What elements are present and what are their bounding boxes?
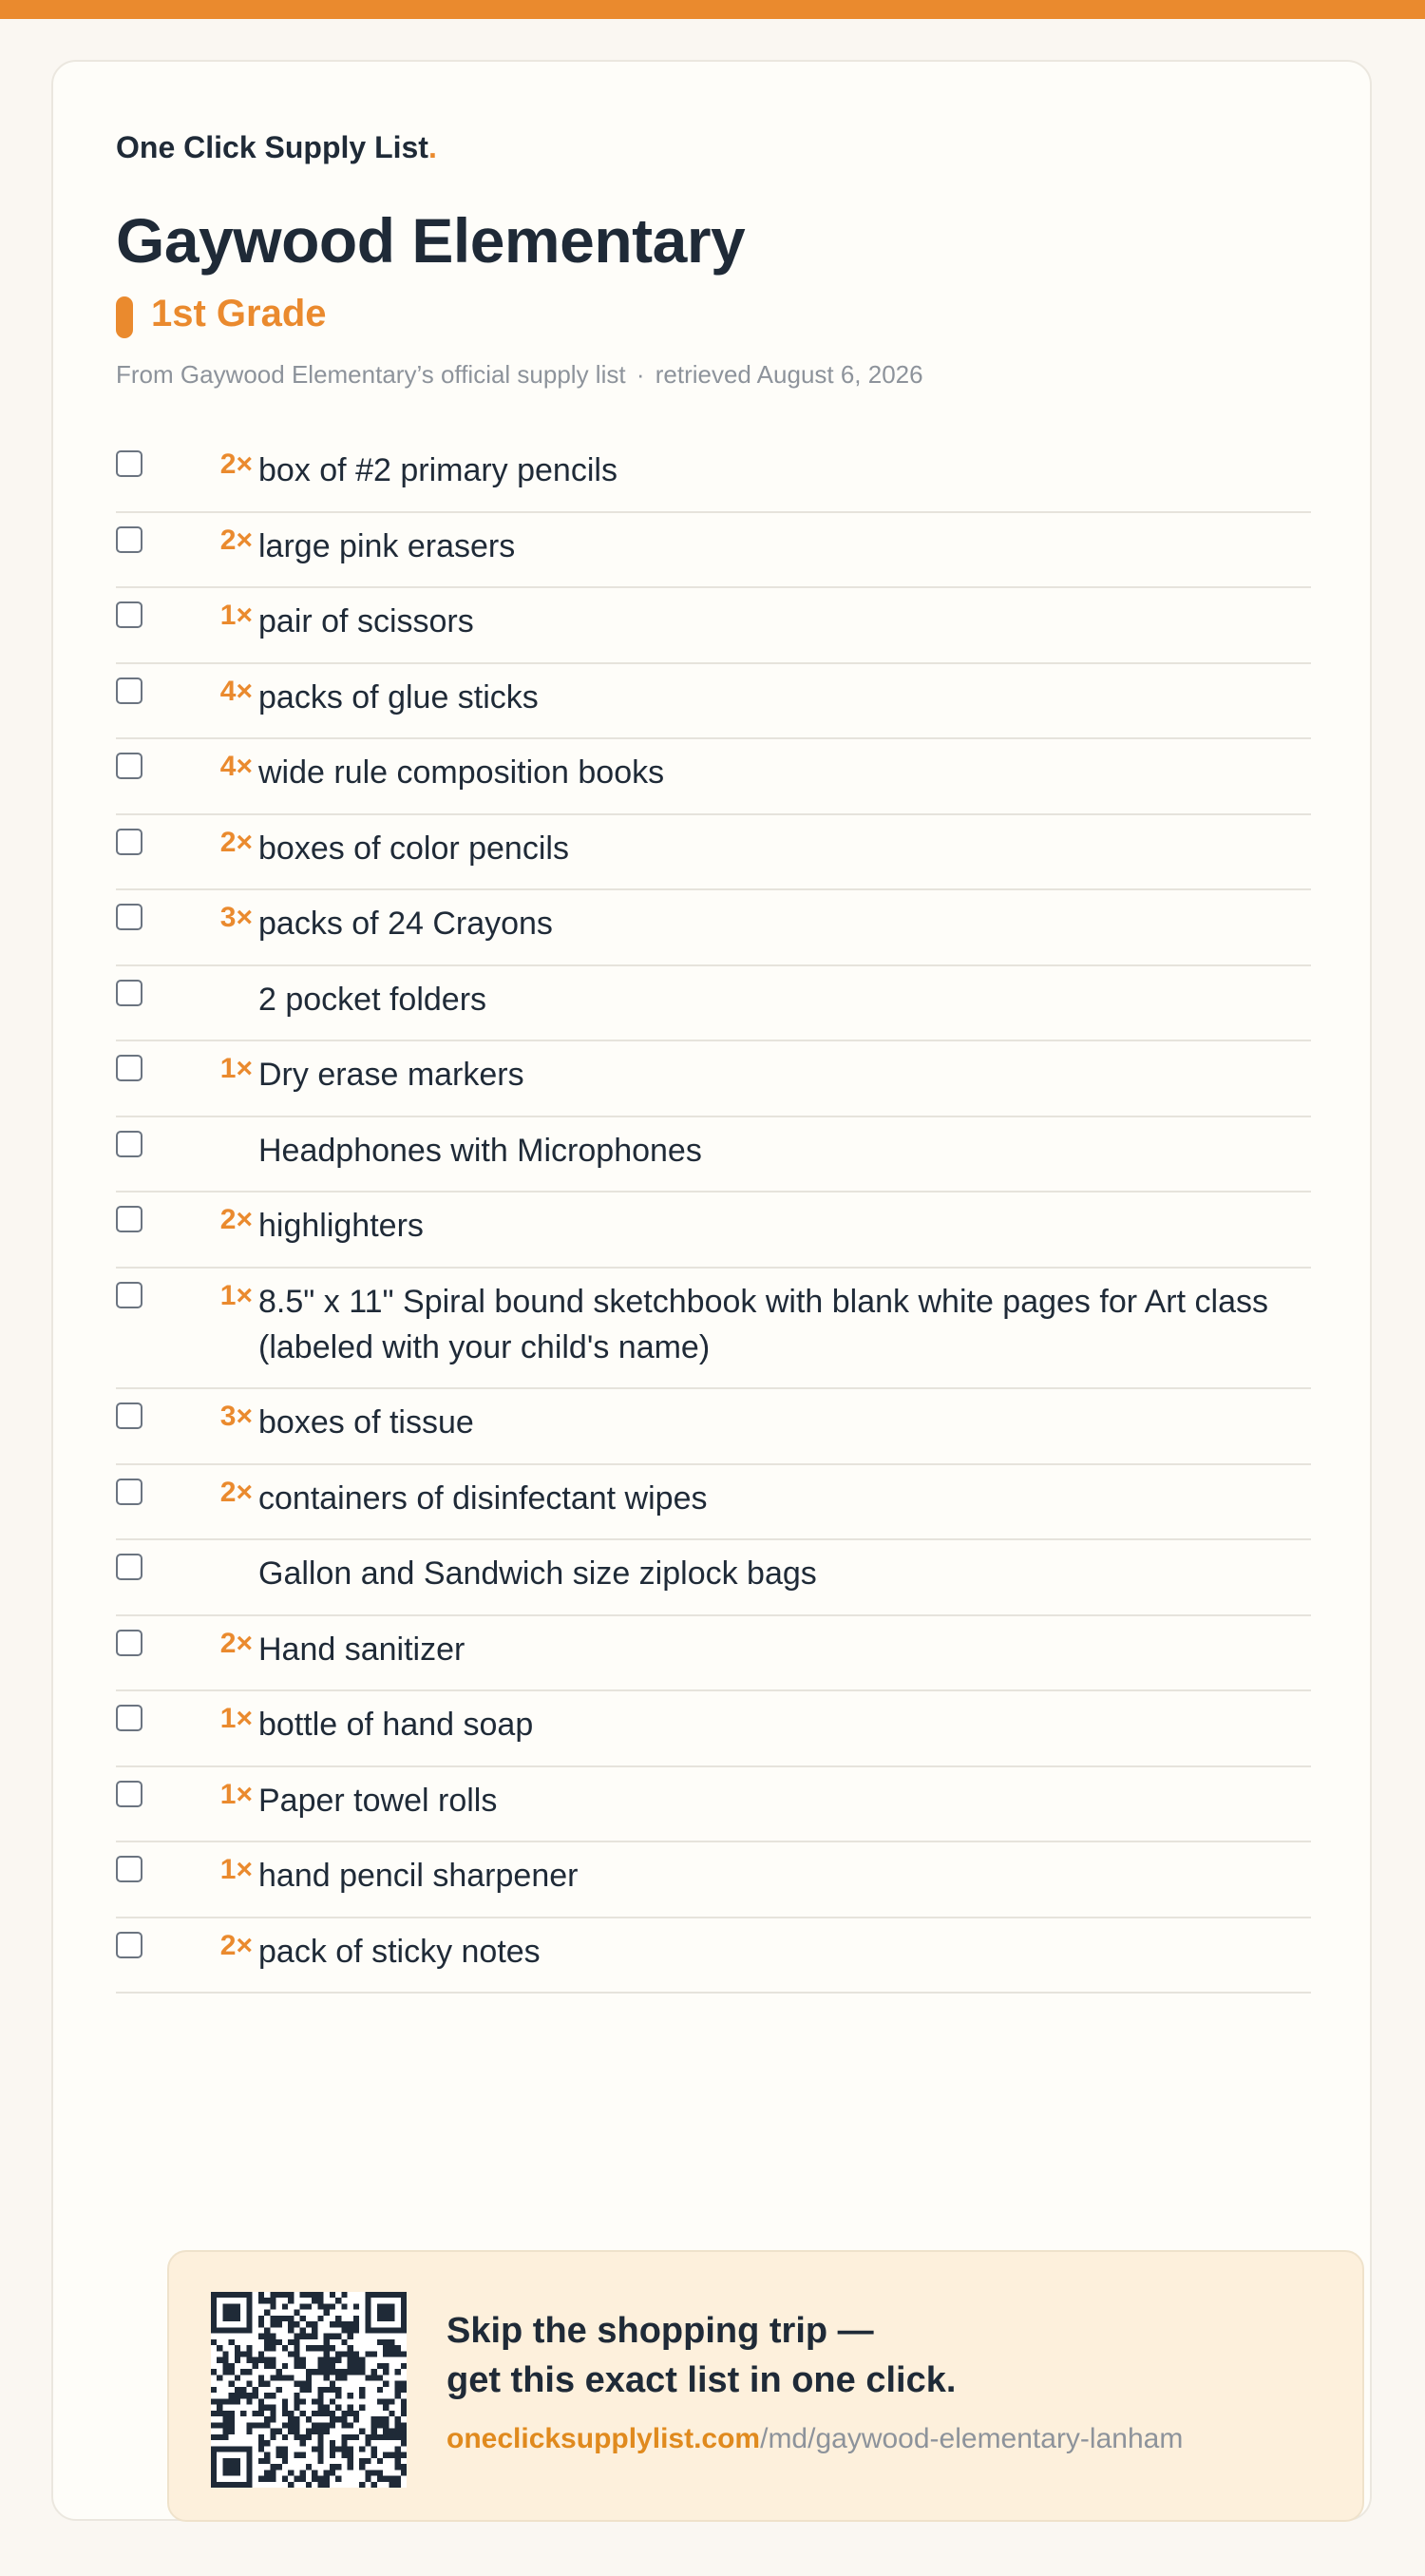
item-name: box of #2 primary pencils	[258, 452, 618, 488]
promo-link[interactable]	[446, 2423, 1183, 2455]
item-quantity: 2×	[219, 1204, 253, 1235]
source-text: From Gaywood Elementary’s official supply list	[116, 360, 626, 389]
grade-accent-marker	[116, 296, 133, 338]
list-item	[116, 1117, 1311, 1193]
list-item	[116, 588, 1311, 664]
item-name: hand pencil sharpener	[258, 1858, 579, 1894]
item-checkbox[interactable]	[116, 1781, 142, 1807]
item-checkbox[interactable]	[116, 1554, 142, 1580]
item-name: boxes of color pencils	[258, 830, 569, 867]
list-item	[116, 966, 1311, 1042]
item-quantity: 4×	[219, 675, 253, 707]
list-item	[116, 1842, 1311, 1918]
promo-headline-1: Skip the shopping trip —	[446, 2311, 874, 2351]
item-name: Hand sanitizer	[258, 1631, 466, 1668]
retrieved-date: retrieved August 6, 2026	[655, 360, 923, 389]
item-quantity: 1×	[219, 1778, 253, 1810]
item-name: 8.5" x 11" Spiral bound sketchbook with blank white pages for Art class (labeled with your child's name)	[258, 1283, 1268, 1365]
list-item	[116, 739, 1311, 815]
top-accent-bar	[0, 0, 1425, 19]
list-item	[116, 1918, 1311, 1994]
item-quantity: 1×	[219, 1279, 253, 1311]
list-item	[116, 1767, 1311, 1843]
item-checkbox[interactable]	[116, 1055, 142, 1081]
item-quantity: 1×	[219, 1854, 253, 1885]
promo-link-domain: oneclicksupplylist.com	[446, 2423, 761, 2454]
item-name: pair of scissors	[258, 603, 474, 639]
item-checkbox[interactable]	[116, 1402, 142, 1429]
item-name: 2 pocket folders	[258, 981, 487, 1018]
item-checkbox[interactable]	[116, 1206, 142, 1232]
item-name: Dry erase markers	[258, 1057, 524, 1093]
list-item	[116, 437, 1311, 513]
item-checkbox[interactable]	[116, 829, 142, 855]
source-note	[116, 360, 923, 390]
item-checkbox[interactable]	[116, 677, 142, 704]
item-name: packs of glue sticks	[258, 678, 539, 716]
promo-link-path: /md/gaywood-elementary-lanham	[760, 2423, 1184, 2454]
item-name: large pink erasers	[258, 527, 516, 564]
item-checkbox[interactable]	[116, 1479, 142, 1505]
item-quantity: 2×	[219, 448, 253, 480]
item-quantity: 2×	[219, 1627, 253, 1659]
list-item	[116, 1269, 1311, 1390]
item-quantity: 3×	[219, 1401, 253, 1432]
item-checkbox[interactable]	[116, 1705, 142, 1731]
list-item	[116, 1193, 1311, 1269]
item-quantity: 2×	[219, 1929, 253, 1961]
list-item	[116, 1616, 1311, 1692]
supply-list-card	[51, 60, 1372, 2521]
item-quantity: 2×	[219, 1476, 253, 1508]
item-quantity: 4×	[219, 751, 253, 782]
item-quantity: 3×	[219, 902, 253, 933]
item-checkbox[interactable]	[116, 980, 142, 1006]
item-name: boxes of tissue	[258, 1404, 474, 1441]
item-checkbox[interactable]	[116, 753, 142, 779]
item-checkbox[interactable]	[116, 450, 142, 477]
list-item	[116, 1389, 1311, 1465]
item-name: packs of 24 Crayons	[258, 906, 553, 942]
brand-logo	[116, 130, 437, 165]
brand-name: One Click Supply List	[116, 130, 428, 164]
item-name: Headphones with Microphones	[258, 1132, 702, 1169]
grade-heading: 1st Grade	[151, 293, 327, 334]
item-name: Gallon and Sandwich size ziplock bags	[258, 1555, 817, 1592]
item-checkbox[interactable]	[116, 601, 142, 628]
item-checkbox[interactable]	[116, 1932, 142, 1958]
list-item	[116, 1041, 1311, 1117]
list-item	[116, 1465, 1311, 1541]
item-name: pack of sticky notes	[258, 1933, 541, 1970]
school-title: Gaywood Elementary	[116, 205, 746, 276]
item-quantity: 1×	[219, 1053, 253, 1084]
item-quantity: 1×	[219, 1703, 253, 1734]
item-checkbox[interactable]	[116, 1630, 142, 1656]
list-item	[116, 513, 1311, 589]
item-name: wide rule composition books	[258, 754, 665, 791]
item-name: Paper towel rolls	[258, 1782, 498, 1819]
list-item	[116, 1540, 1311, 1616]
list-item	[116, 1691, 1311, 1767]
item-name: bottle of hand soap	[258, 1707, 534, 1743]
item-checkbox[interactable]	[116, 1856, 142, 1882]
list-item	[116, 815, 1311, 891]
item-quantity: 1×	[219, 600, 253, 631]
item-name: containers of disinfectant wipes	[258, 1479, 708, 1517]
item-checkbox[interactable]	[116, 1131, 142, 1157]
source-separator: ·	[636, 360, 645, 389]
item-quantity: 2×	[219, 524, 253, 556]
item-name: highlighters	[258, 1208, 424, 1244]
brand-dot: .	[428, 130, 437, 164]
item-checkbox[interactable]	[116, 526, 142, 553]
list-item	[116, 664, 1311, 740]
list-item	[116, 890, 1311, 966]
qr-code[interactable]	[211, 2292, 407, 2488]
supply-list	[116, 437, 1311, 1994]
promo-headline-2: get this exact list in one click.	[446, 2360, 957, 2400]
item-checkbox[interactable]	[116, 904, 142, 930]
item-checkbox[interactable]	[116, 1282, 142, 1308]
item-quantity: 2×	[219, 826, 253, 858]
promo-banner	[167, 2250, 1364, 2522]
